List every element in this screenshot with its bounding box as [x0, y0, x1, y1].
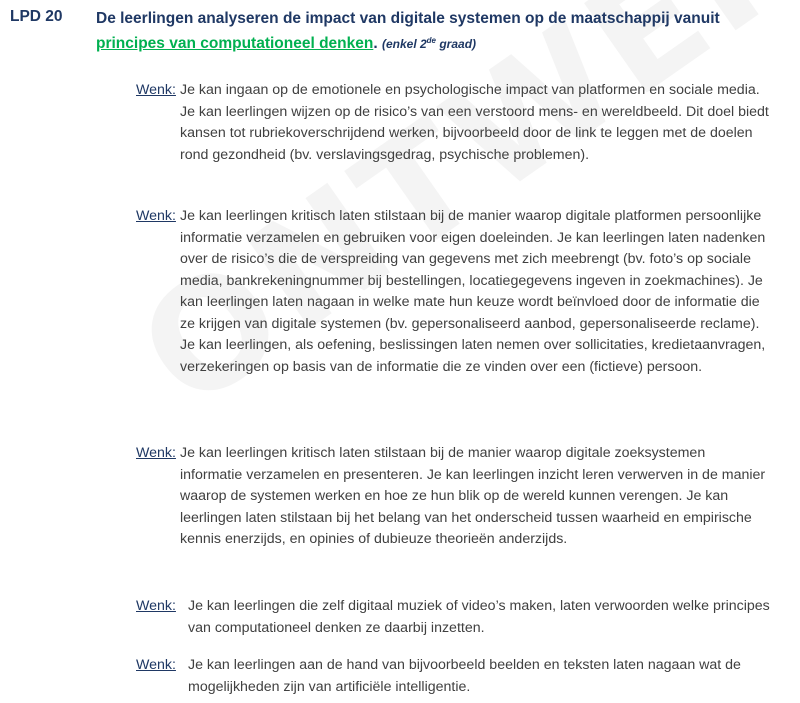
goal-title: [96, 8, 791, 55]
hint-text: Je kan leerlingen kritisch laten stilstaan bij de manier waarop digitale zoeksystemen informatie verzamelen en presenteren. Je kan leerlingen inzicht leren verwerven in de manier waarop de systemen werken en hoe ze hun blik op de wereld kunnen verengen. Je kan leerlingen laten stilstaan bij het belang van het onderscheid tussen waarheid en empirische kennis enerzijds, en opinies of dubieuze theorieën anderzijds.: [180, 445, 766, 547]
hint-text: Je kan ingaan op de emotionele en psychologische impact van platformen en sociale media. Je kan leerlingen wijzen op de risico’s van een verstoord mens- en wereldbeeld. Dit doel biedt kansen tot rubriekoverschrijdend werken, bijvoorbeeld door de link te leggen met de doelen rond gezondheid (bv. verslavingsgedrag, psychische problemen).: [180, 82, 769, 163]
goal-note-sup: de: [426, 36, 437, 45]
hint-text: Je kan leerlingen die zelf digitaal muziek of video’s maken, laten verwoorden welke principes van computationeel denken ze daarbij inzetten.: [188, 598, 770, 636]
hint-label[interactable]: Wenk:: [136, 598, 176, 614]
goal-note-prefix: (enkel 2: [381, 37, 427, 51]
hint-text: Je kan leerlingen aan de hand van bijvoorbeeld beelden en teksten laten nagaan wat de mogelijkheden zijn van artificiële intelligentie.: [188, 657, 741, 695]
hint-text: Je kan leerlingen kritisch laten stilstaan bij de manier waarop digitale platformen persoonlijke informatie verzamelen en gebruiken voor eigen doeleinden. Je kan leerlingen laten nadenken over de risico’s die de verspreiding van gegevens met zich meebrengt (bv. foto’s op sociale media, bankrekeningnummer bij bestellingen, locatiegegevens ingeven in zoekmachines). Je kan leerlingen laten nagaan in welke mate hun keuze wordt beïnvloed door de informatie die ze krijgen van digitale systemen (bv. gepersonaliseerd aanbod, gepersonaliseerde reclame). Je kan leerlingen, als oefening, beslissingen laten nemen over sollicitaties, kredietaanvragen, verzekeringen op basis van de informatie die ze vinden over een (fictieve) persoon.: [180, 208, 766, 375]
goal-grade-note: [382, 37, 476, 51]
computational-thinking-link[interactable]: principes van computationeel denken: [96, 35, 374, 52]
hint-label[interactable]: Wenk:: [136, 657, 176, 673]
hint-label[interactable]: Wenk:: [136, 445, 176, 461]
goal-note-suffix: graad): [436, 37, 477, 51]
goal-title-dot: .: [373, 35, 378, 52]
goal-title-text: De leerlingen analyseren de impact van digitale systemen op de maatschappij vanuit: [96, 10, 720, 27]
goal-code: LPD 20: [10, 8, 63, 25]
hint-label[interactable]: Wenk:: [136, 82, 176, 98]
hint-label[interactable]: Wenk:: [136, 208, 176, 224]
